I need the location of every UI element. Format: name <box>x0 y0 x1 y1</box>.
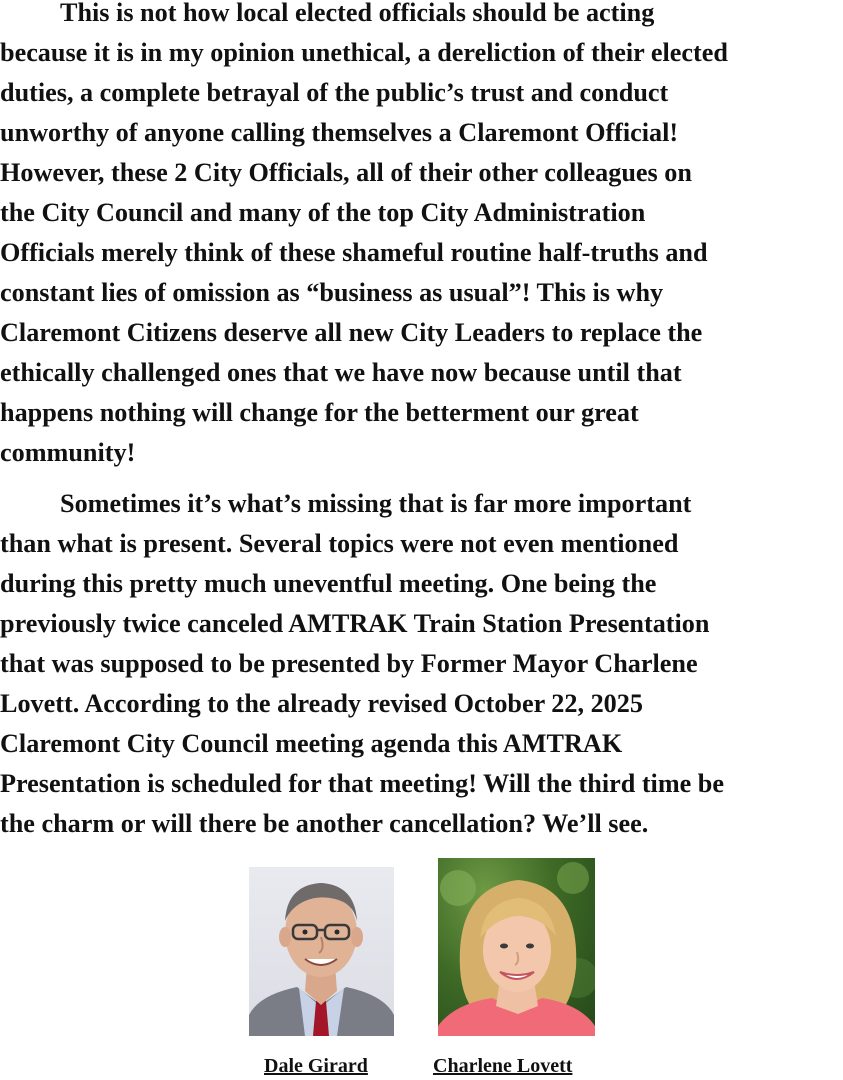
paragraph-line: because it is in my opinion unethical, a dereliction of their elected <box>0 38 728 67</box>
paragraph-line: previously twice canceled AMTRAK Train Station Presentation <box>0 609 710 638</box>
paragraph-line: This is not how local elected officials should be acting <box>60 0 655 27</box>
portrait-woman-icon <box>438 858 595 1036</box>
paragraph-line: Claremont Citizens deserve all new City Leaders to replace the <box>0 318 703 347</box>
paragraph-line: Lovett. According to the already revised October 22, 2025 <box>0 689 643 718</box>
paragraph-line: happens nothing will change for the betterment our great <box>0 398 639 427</box>
paragraph-1 <box>0 0 843 473</box>
paragraph-line: during this pretty much uneventful meeting. One being the <box>0 569 657 598</box>
paragraph-line: Claremont City Council meeting agenda this AMTRAK <box>0 729 623 758</box>
paragraph-line: Presentation is scheduled for that meeting! Will the third time be <box>0 769 724 798</box>
paragraph-line: than what is present. Several topics were not even mentioned <box>0 529 679 558</box>
paragraph-line: Officials merely think of these shameful routine half-truths and <box>0 238 708 267</box>
paragraph-line: Sometimes it’s what’s missing that is far more important <box>60 489 692 518</box>
photo-caption-dale-girard: Dale Girard <box>264 1055 368 1077</box>
portrait-man-icon <box>249 867 394 1036</box>
photo-caption-charlene-lovett: Charlene Lovett <box>433 1055 573 1077</box>
paragraph-line: unworthy of anyone calling themselves a Claremont Official! <box>0 118 679 147</box>
portrait-photo-charlene-lovett <box>438 858 595 1036</box>
paragraph-line: However, these 2 City Officials, all of their other colleagues on <box>0 158 692 187</box>
paragraph-line: that was supposed to be presented by Former Mayor Charlene <box>0 649 698 678</box>
paragraph-2 <box>0 484 843 844</box>
portrait-photo-dale-girard <box>249 867 394 1036</box>
paragraph-line: the charm or will there be another cancellation? We’ll see. <box>0 809 649 838</box>
paragraph-line: ethically challenged ones that we have now because until that <box>0 358 682 387</box>
paragraph-line: constant lies of omission as “business as usual”! This is why <box>0 278 664 307</box>
paragraph-line: the City Council and many of the top City Administration <box>0 198 646 227</box>
paragraph-line: duties, a complete betrayal of the public’s trust and conduct <box>0 78 669 107</box>
paragraph-line: community! <box>0 438 136 467</box>
